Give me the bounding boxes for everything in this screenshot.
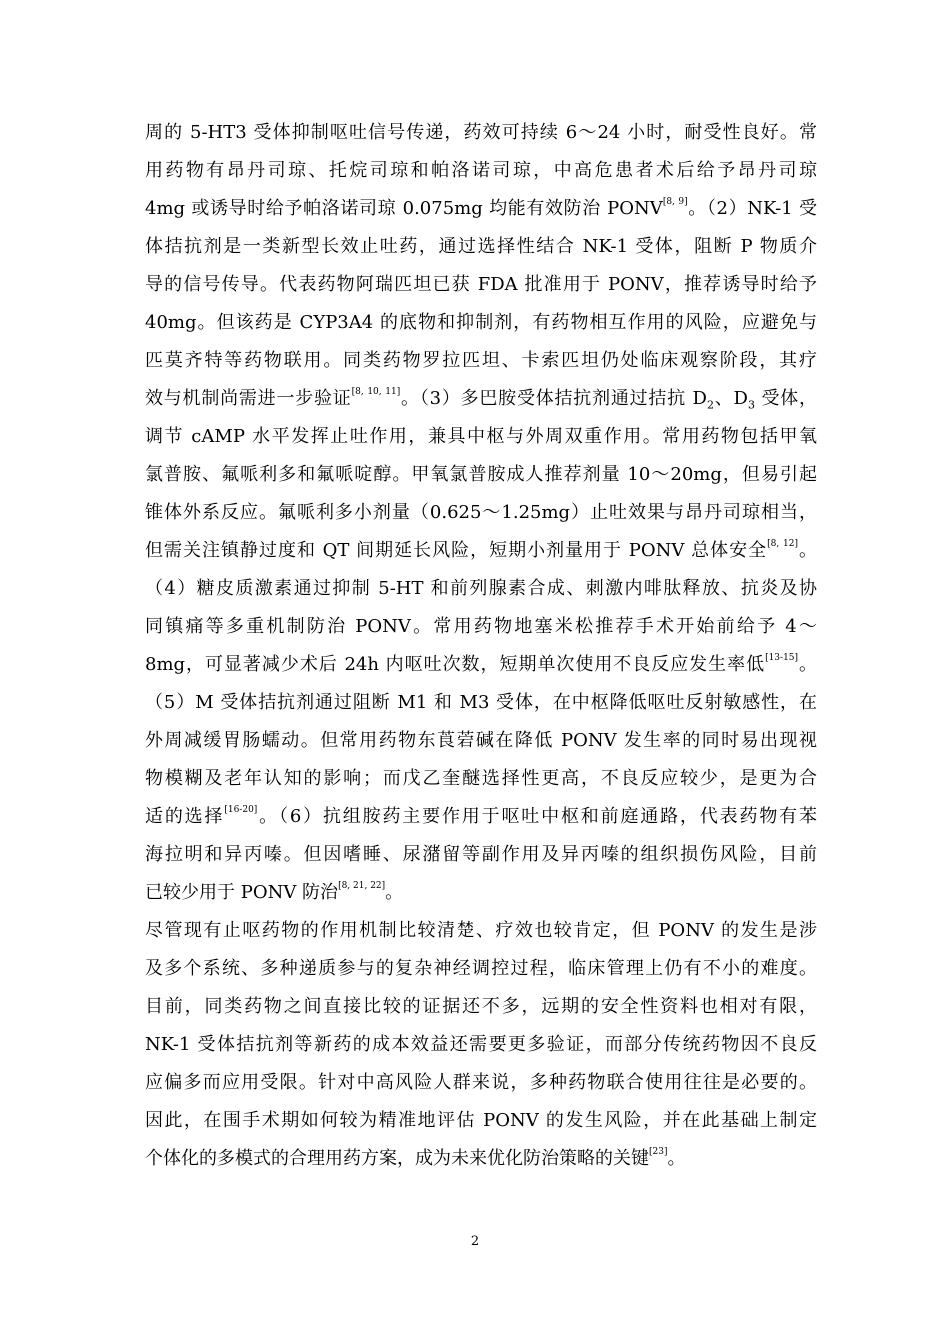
text-line xyxy=(145,684,817,722)
text-segment: 应偏多而应用受限。针对中高风险人群来说，多种药物联合使用往往是必要的。 xyxy=(145,1072,817,1093)
text-line xyxy=(145,1102,817,1140)
text-line xyxy=(145,836,817,874)
text-line xyxy=(145,570,817,608)
text-segment: 物模糊及老年认知的影响；而戊乙奎醚选择性更高，不良反应较少，是更为合 xyxy=(145,768,817,789)
text-segment: 目前，同类药物之间直接比较的证据还不多，远期的安全性资料也相对有限， xyxy=(145,996,817,1017)
text-line xyxy=(145,1064,817,1102)
citation: [8, 21, 22] xyxy=(338,881,386,891)
citation: [8, 9] xyxy=(662,197,688,207)
text-segment: 。 xyxy=(798,654,818,675)
text-line xyxy=(145,1026,817,1064)
citation: [8, 12] xyxy=(767,539,798,549)
subscript: 3 xyxy=(747,398,755,412)
citation: [8, 10, 11] xyxy=(351,387,401,397)
text-segment: 受体， xyxy=(754,388,818,409)
text-line xyxy=(145,152,817,190)
text-segment: 。 xyxy=(667,1148,686,1169)
text-segment: 尽管现有止呕药物的作用机制比较清楚、疗效也较肯定，但 PONV 的发生是涉 xyxy=(145,920,817,941)
text-segment: 因此，在围手术期如何较为精准地评估 PONV 的发生风险，并在此基础上制定 xyxy=(145,1110,817,1131)
subscript: 2 xyxy=(706,398,714,412)
text-segment: 海拉明和异丙嗪。但因嗜睡、尿潴留等副作用及异丙嗪的组织损伤风险，目前 xyxy=(145,844,817,865)
text-segment: 调节 cAMP 水平发挥止吐作用，兼具中枢与外周双重作用。常用药物包括甲氧 xyxy=(145,426,817,447)
text-segment: 已较少用于 PONV 防治 xyxy=(145,882,339,903)
text-line xyxy=(145,988,817,1026)
text-segment: 同镇痛等多重机制防治 PONV。常用药物地塞米松推荐手术开始前给予 4～ xyxy=(145,616,817,637)
text-segment: NK-1 受体拮抗剂等新药的成本效益还需要更多验证，而部分传统药物因不良反 xyxy=(145,1034,817,1055)
text-segment: （5）M 受体拮抗剂通过阻断 M1 和 M3 受体，在中枢降低呕吐反射敏感性，在 xyxy=(145,692,817,713)
text-segment: 适的选择 xyxy=(145,806,225,827)
text-line xyxy=(145,494,817,532)
text-segment: 效与机制尚需进一步验证 xyxy=(145,388,352,409)
text-line xyxy=(145,456,817,494)
text-line xyxy=(145,380,817,418)
page-number: 2 xyxy=(470,1234,480,1249)
text-segment: 氯普胺、氟哌利多和氟哌啶醇。甲氧氯普胺成人推荐剂量 10～20mg，但易引起 xyxy=(145,464,817,485)
text-segment: 及多个系统、多种递质参与的复杂神经调控过程，临床管理上仍有不小的难度。 xyxy=(145,958,817,979)
text-segment: 。 xyxy=(798,540,817,561)
citation: [16-20] xyxy=(224,805,258,815)
text-segment: 。（2）NK-1 受 xyxy=(687,198,817,219)
text-line xyxy=(145,228,817,266)
text-segment: 4mg 或诱导时给予帕洛诺司琼 0.075mg 均能有效防治 PONV xyxy=(145,198,663,219)
text-segment: 8mg，可显著减少术后 24h 内呕吐次数，短期单次使用不良反应发生率低 xyxy=(145,654,766,675)
text-line xyxy=(145,646,817,684)
text-line xyxy=(145,912,817,950)
text-segment: 但需关注镇静过度和 QT 间期延长风险，短期小剂量用于 PONV 总体安全 xyxy=(145,540,768,561)
body-text xyxy=(145,114,817,1178)
text-line xyxy=(145,304,817,342)
text-segment: 。（3）多巴胺受体拮抗剂通过拮抗 D xyxy=(400,388,707,409)
text-segment: 。 xyxy=(385,882,404,903)
text-line xyxy=(145,722,817,760)
text-line xyxy=(145,608,817,646)
text-line xyxy=(145,798,817,836)
text-segment: 。（6）抗组胺药主要作用于呕吐中枢和前庭通路，代表药物有苯 xyxy=(257,806,817,827)
text-line xyxy=(145,874,817,912)
text-line xyxy=(145,1140,817,1178)
text-segment: 周的 5-HT3 受体抑制呕吐信号传递，药效可持续 6～24 小时，耐受性良好。常 xyxy=(145,122,817,143)
text-segment: 锥体外系反应。氟哌利多小剂量（0.625～1.25mg）止吐效果与昂丹司琼相当， xyxy=(145,502,817,523)
text-line xyxy=(145,342,817,380)
text-segment: 导的信号传导。代表药物阿瑞匹坦已获 FDA 批准用于 PONV，推荐诱导时给予 xyxy=(145,274,817,295)
text-segment: 体拮抗剂是一类新型长效止吐药，通过选择性结合 NK-1 受体，阻断 P 物质介 xyxy=(145,236,817,257)
text-line xyxy=(145,114,817,152)
citation: [13-15] xyxy=(765,653,799,663)
text-segment: 外周减缓胃肠蠕动。但常用药物东莨菪碱在降低 PONV 发生率的同时易出现视 xyxy=(145,730,817,751)
text-line xyxy=(145,532,817,570)
citation: [23] xyxy=(649,1147,668,1157)
text-segment: 用药物有昂丹司琼、托烷司琼和帕洛诺司琼，中高危患者术后给予昂丹司琼 xyxy=(145,160,817,181)
text-line xyxy=(145,950,817,988)
text-line xyxy=(145,266,817,304)
text-segment: 、D xyxy=(713,388,748,409)
text-line xyxy=(145,760,817,798)
text-line xyxy=(145,418,817,456)
text-segment: 个体化的多模式的合理用药方案，成为未来优化防治策略的关键 xyxy=(145,1148,649,1169)
text-segment: 匹莫齐特等药物联用。同类药物罗拉匹坦、卡索匹坦仍处临床观察阶段，其疗 xyxy=(145,350,817,371)
text-segment: （4）糖皮质激素通过抑制 5-HT 和前列腺素合成、刺激内啡肽释放、抗炎及协 xyxy=(145,578,817,599)
text-segment: 40mg。但该药是 CYP3A4 的底物和抑制剂，有药物相互作用的风险，应避免与 xyxy=(145,312,817,333)
text-line xyxy=(145,190,817,228)
